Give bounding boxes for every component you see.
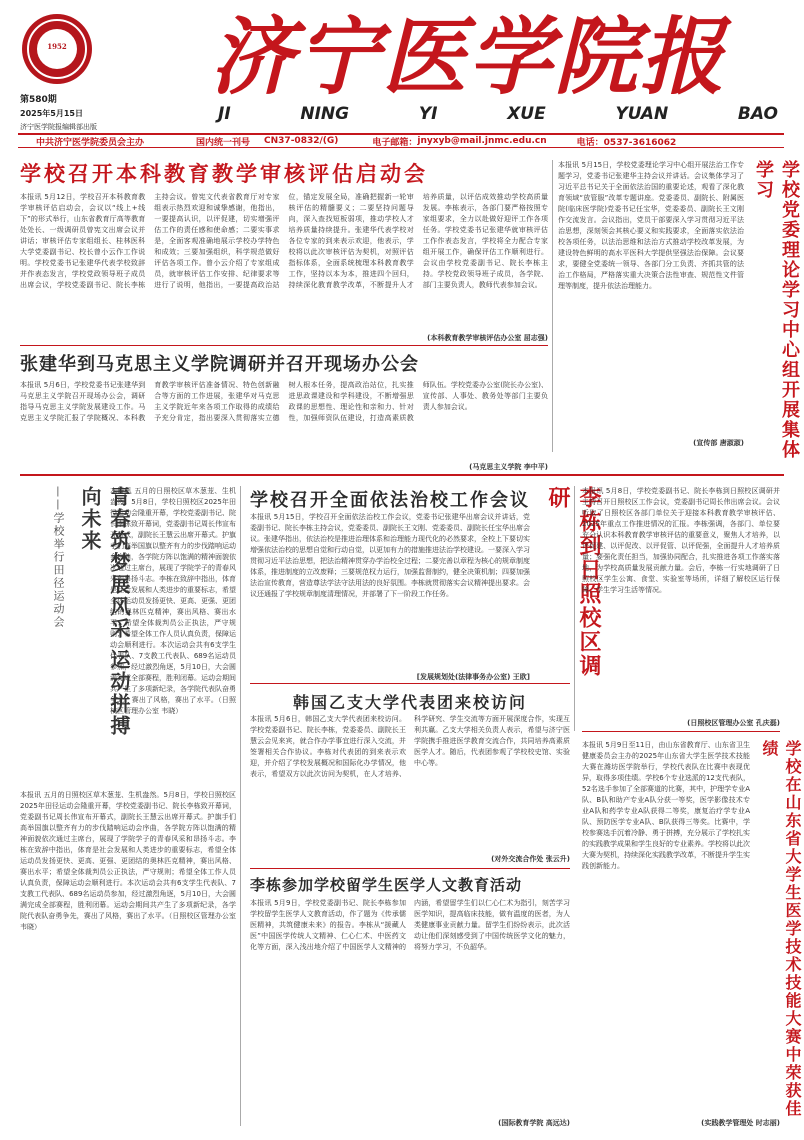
divider xyxy=(20,345,548,346)
divider xyxy=(250,683,570,684)
pinyin-xue: XUE xyxy=(507,104,546,124)
school-seal-logo: 1952 xyxy=(22,14,92,84)
a1-text: 本报讯 5月12日，学校召开本科教育教学审核评估启动会，会议以“线上+线下”的形式举行，山东省教育厅高等教育处处长、一级调研员曾宪文出席会议并讲话；审核评估专家组组长、桂林医科大学党委副书记、校长曾小云作工作说明。学校党委书记张建华代表学校致辞并作表态发言，学校党政领导班子成员出席会议，学校党委副书记、院长李栋主持会议。曾宪文代表省教育厅对专家组表示热烈欢迎和诚挚感谢，他指出，一要提高认识，以评促建，切实增强评估工作的责任感和使命感；二要实事求是，全面客观准确地展示学校办学特色和成效；三要加强组织，科学规范做好评估各项工作。曾小云介绍了专家组成员，就审核评估工作安排、纪律要求等进行了说明，他指出，一要提高政治站位，锚定发展全局，准确把握新一轮审核评估的精髓要义；二要坚持问题导向，深入查找短板弱项，推动学校人才培养质量持续提升。张建华代表学校对各位专家的到来表示欢迎，他表示，学校将以此次审核评估为契机，对照评估指标体系，全面系统梳理本科教育教学工作，坚持以本为本，推进四个回归，持续深化教育教学改革，不断提升人才培养质量，以评估成效推动学校高质量发展。李栋表示，各部门要严格按照专家组要求，全力以赴做好迎评工作各项任务。学校党委书记张建华就审核评估工作作表态发言，学校将全力配合专家组开展工作，确保评估工作顺利进行。会议由学校党委副书记、院长李栋主持。学校党政领导班子成员，各学院、部门主要负责人，教师代表参加会议。 xyxy=(20,193,548,289)
telephone: 电话：0537-3616062 xyxy=(576,137,677,148)
a8-text: 本报讯 5月9日至11日，由山东省教育厅、山东省卫生健康委员会主办的2025年山东省大学生医学技术技能大赛在潍坊医学院举行，学校代表队在比赛中表现优异，取得多项佳绩。学校6个专业选派的12支代表队，52名选手参加了全部赛道的比赛，其中，护理学专业A队、B队和助产专业A队分获一等奖，医学影像技术专业A队和药学专业A队获得二等奖，康复治疗学专业A队、预防医学专业A队、B队获得三等奖。比赛中，学校参赛选手沉着冷静、勇于拼搏，充分展示了学校扎实的实践教学成果和学生良好的专业素养。学校将以此次大赛为契机，持续深化实践教学改革，不断提升学生实践创新能力。 xyxy=(582,741,750,870)
a2-body xyxy=(558,160,744,436)
pinyin-ning: NING xyxy=(300,104,350,124)
divider xyxy=(20,474,784,476)
email: jnyxyb@mail.jnmc.edu.cn xyxy=(417,136,547,146)
divider xyxy=(552,160,553,452)
sponsor: 中共济宁医学院委员会主办 xyxy=(36,137,145,148)
a8-body xyxy=(582,740,750,1110)
a2-text: 本报讯 5月15日，学校党委理论学习中心组开展法治工作专题学习，党委书记张建华主持会议并讲话。会议集体学习了习近平总书记关于全面依法治国的重要论述，观看了深化教育领域“放管服”改革专题讲座。党委委员、副院长、附属医院(临床医学院)党委书记任宝华，党委委员、副院长王文刚作交流发言。会议指出，党员干部要深入学习贯彻习近平法治思想，深刻领会其核心要义和实践要求，全面落实依法治校各项任务，以法治思维和法治方式推动学校改革发展，为建设特色鲜明的高水平医科大学提供坚强法治保障。会议要求，要健全党委统一领导、各部门分工负责、齐抓共管的法治工作格局，严格落实重大决策合法性审查、规范性文件管理等制度，提升依法治理能力。 xyxy=(558,161,744,290)
a4-body-bottom xyxy=(20,790,236,1130)
cn-label: 国内统一刊号 xyxy=(196,137,251,148)
a5-headline: 学校召开全面依法治校工作会议 xyxy=(250,490,530,511)
newspaper-title: 济宁医学院报 xyxy=(210,7,727,106)
a6-text: 本报讯 5月8日，学校党委副书记、院长李栋到日照校区调研并主持召开日照校区工作会议，党委副书记周长伟出席会议。会议听取了日照校区各部门单位关于迎接本科教育教学审核评估、2025年重点工作推进情况的汇报。李栋强调，各部门、单位要充分认识本科教育教学审核评估的重要意义，聚焦人才培养，以评促建、以评促改、以评促管、以评促强，全面提升人才培养质量；要强化责任担当，加强协同配合，扎实推进各项工作落实落地，为学校高质量发展贡献力量。会后，李栋一行实地调研了日照校区学生公寓、食堂、实验室等场所，详细了解校区运行保障、学生学习生活等情况。 xyxy=(582,487,780,594)
a7-source: (对外交流合作处 张云升) xyxy=(491,855,570,863)
issue-date: 2025年5月15日 xyxy=(20,109,83,118)
cn-number: CN37-0832/(G) xyxy=(264,136,339,146)
a9-body xyxy=(250,898,570,1110)
a5-text: 本报讯 5月15日，学校召开全面依法治校工作会议，党委书记张建华出席会议并讲话，党委副书记、院长李栋主持会议，党委委员、副院长王文刚、党委委员、副院长任宝华出席会议。张建华指出，依法治校是推进治理体系和治理能力现代化的必然要求，全校上下要切实增强依法治校的思想自觉和行动自觉，以更加有力的措施推进法治学校建设。一要深入学习贯彻习近平法治思想，把法治精神贯穿办学治校全过程；二要完善以章程为核心的规章制度体系，推进制度的立改废释；三要规范权力运行，加强监督制约，健全决策机制；四要加强法治宣传教育，营造尊法学法守法用法的良好氛围。李栋就贯彻落实会议精神提出要求。会议还通报了学校规章制度清理情况，并部署了下一阶段工作任务。 xyxy=(250,513,530,598)
a4-body-top xyxy=(110,486,236,776)
a5-body xyxy=(250,512,530,668)
email-label: 电子邮箱： xyxy=(372,137,418,148)
a8-source: (实践教学管理处 时志丽) xyxy=(701,1119,780,1127)
a7-headline: 韩国乙支大学代表团来校访问 xyxy=(292,693,527,712)
pinyin-yuan: YUAN xyxy=(615,104,669,124)
info-bar xyxy=(18,133,784,148)
a9-source: (国际教育学院 高远达) xyxy=(498,1119,570,1127)
a6-body xyxy=(582,486,780,716)
a3-body xyxy=(20,380,548,458)
a4-text: 本报讯 五月的日照校区草木葱茏、生机盎然。5月8日，学校日照校区2025年田径运动会隆重开幕，学校党委副书记、院长李栋致开幕词，党委副书记周长伟宣布开幕式，副院长王慧云出席开幕式。护旗手们高举国旗以整齐有力的步伐踏响运动会序曲，各学院方阵以饱满的精神面貌依次通过主席台，展现了学院学子的青春风采和昂扬斗志。李栋在致辞中指出，体育是社会发展和人类进步的重要标志，希望全体运动员发扬更快、更高、更强、更团结的奥林匹克精神，赛出风格、赛出水平；希望全体裁判员公正执法，严守规则；希望全体工作人员认真负责，保障运动会顺利进行。本次运动会共有6支学生代表队、7支教工代表队、689名运动员参加，经过激烈角逐，5月10日，大会圆满完成全部赛程，胜利闭幕。运动会期间共产生了多项新纪录，各学院代表队奋勇争先，赛出了风格，赛出了水平。（日照校区管理办公室 韦晓） xyxy=(20,791,236,931)
a8-headline: 学校在山东省大学生医学技术技能大赛中荣获佳绩 xyxy=(760,740,802,1118)
pinyin-yi: YI xyxy=(418,104,438,124)
a5-source: [发展规划处(法律事务办公室) 王欧] xyxy=(416,673,530,681)
a3-source: (马克思主义学院 李中平) xyxy=(469,463,548,471)
divider xyxy=(250,868,570,869)
a3-headline: 张建华到马克思主义学院调研并召开现场办公会 xyxy=(20,354,419,375)
a7-text: 本报讯 5月6日，韩国乙支大学代表团来校访问。学校党委副书记、院长李栋，党委委员、副院长王慧云会见来宾，就合作办学事宜进行深入交流，并签署相关合作协议。李栋对代表团的到来表示欢迎，并介绍了学校发展概况和国际化办学情况，他表示，希望双方以此次访问为契机，在人才培养、科学研究、学生交流等方面开展深度合作，实现互利共赢。乙支大学相关负责人表示，希望与济宁医学院携手推进医学教育交流合作，共同培养高素质医学人才。随后，代表团参观了学校校史馆、实验中心等。 xyxy=(250,715,570,778)
a2-source: (宣传部 唐淑淑) xyxy=(693,439,744,447)
a4-text: 本报讯 五月的日照校区草木葱茏、生机盎然。5月8日，学校日照校区2025年田径运动会隆重开幕，学校党委副书记、院长李栋致开幕词，党委副书记周长伟宣布开幕式，副院长王慧云出席开幕式。护旗手们高举国旗以整齐有力的步伐踏响运动会序曲，各学院方阵以饱满的精神面貌依次通过主席台，展现了学院学子的青春风采和昂扬斗志。李栋在致辞中指出，体育是社会发展和人类进步的重要标志，希望全体运动员发扬更快、更高、更强、更团结的奥林匹克精神，赛出风格、赛出水平；希望全体裁判员公正执法，严守规则；希望全体工作人员认真负责，保障运动会顺利进行。本次运动会共有6支学生代表队、7支教工代表队、689名运动员参加，经过激烈角逐，5月10日，大会圆满完成全部赛程，胜利闭幕。运动会期间共产生了多项新纪录，各学院代表队奋勇争先，赛出了风格，赛出了水平。（日照校区管理办公室 韦晓） xyxy=(110,487,236,715)
a4-headline: 青春筑梦展风采 运动拼搏向未来 xyxy=(78,486,131,737)
pinyin-ji: JI xyxy=(218,104,231,124)
publisher: 济宁医学院报编辑部出版 xyxy=(20,123,97,131)
a1-headline: 学校召开本科教育教学审核评估启动会 xyxy=(20,162,428,186)
a4-subtitle: ——学校举行田径运动会 xyxy=(52,486,65,629)
a9-text: 本报讯 5月9日，学校党委副书记、院长李栋参加学校留学生医学人文教育活动，作了题为《传承儒医精神，共筑健康未来》的报告。李栋从“援藏人医”中国医学传统人文精神、仁心仁术、中医药文化等方面，深入浅出地介绍了中国医学人文精神的内涵，希望留学生们以仁心仁术为指引，刻苦学习医学知识，提高临床技能，做有温度的医者，为人类健康事业贡献力量。留学生们纷纷表示，此次活动让他们深刻感受到了中国传统医学文化的魅力，将努力学习，不负韶华。 xyxy=(250,899,570,951)
title-pinyin xyxy=(218,104,778,124)
a6-source: (日照校区管理办公室 孔庆磊) xyxy=(687,719,780,727)
pinyin-bao: BAO xyxy=(737,104,778,124)
a1-source: (本科教育教学审核评估办公室 屈志强) xyxy=(427,334,548,342)
a6-headline: 李栋到日照校区调研 xyxy=(545,486,601,678)
a9-headline: 李栋参加学校留学生医学人文教育活动 xyxy=(250,876,523,894)
divider xyxy=(574,486,575,731)
divider xyxy=(240,486,241,1126)
a3-text: 本报讯 5月6日，学校党委书记张建华到马克思主义学院召开现场办公会，调研指导马克思主义学院发展建设工作。马克思主义学院汇报了学院概况、本科教育教学审核评估准备情况、特色创新融合等方面的工作进展，张建华对马克思主义学院近年来各项工作取得的成绩给予充分肯定，指出要深入贯彻落实立德树人根本任务，提高政治站位，扎实推进思政课建设和学科建设，不断增强思政课的思想性、理论性和亲和力、针对性，加强师资队伍建设，打造高素质教师队伍。学校党委办公室(院长办公室)、宣传部、人事处、教务处等部门主要负责人参加会议。 xyxy=(20,381,548,422)
a7-body xyxy=(250,714,570,850)
issue-number: 第580期 xyxy=(20,95,57,105)
a2-headline: 学校党委理论学习中心组开展集体学习 xyxy=(753,160,800,460)
a1-body xyxy=(20,192,548,330)
divider xyxy=(582,731,780,732)
